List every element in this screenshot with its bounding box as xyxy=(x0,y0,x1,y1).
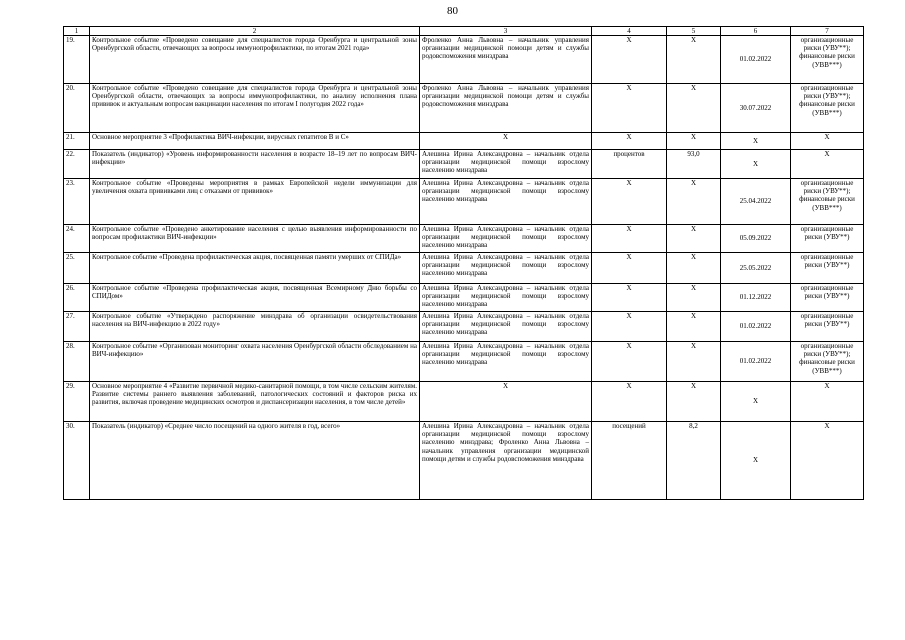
row-number: 29. xyxy=(64,382,90,422)
table-row xyxy=(64,150,864,179)
indicator-value: 93,0 xyxy=(667,150,721,179)
indicator-value: X xyxy=(667,133,721,150)
event-description: Контрольное событие «Проведена профилактическая акция, посвященная Всемирному Дню борьбы со СПИДом» xyxy=(90,284,420,312)
row-number: 30. xyxy=(64,422,90,500)
column-number: 6 xyxy=(721,27,791,36)
indicator-value: X xyxy=(667,382,721,422)
deadline-date: 01.02.2022 xyxy=(721,312,791,342)
indicator-value: 8,2 xyxy=(667,422,721,500)
row-number: 22. xyxy=(64,150,90,179)
deadline-date: X xyxy=(721,150,791,179)
column-number: 5 xyxy=(667,27,721,36)
table-row xyxy=(64,225,864,253)
table-row xyxy=(64,133,864,150)
indicator-value: X xyxy=(667,84,721,133)
unit-of-measure: X xyxy=(592,312,667,342)
column-number: 4 xyxy=(592,27,667,36)
deadline-date: 30.07.2022 xyxy=(721,84,791,133)
deadline-date: 25.04.2022 xyxy=(721,179,791,225)
event-description: Контрольное событие «Проведено совещание для специалистов города Оренбурга и центральной зоны Оренбургской области, отвечающих за вопросы иммунопрофилактики, по анализу исполнения плана прививок и актуальным вопросам вакцинации населения по итогам I полугодия 2022 года» xyxy=(90,84,420,133)
table-row xyxy=(64,422,864,500)
column-number: 1 xyxy=(64,27,90,36)
event-description: Контрольное событие «Проведено анкетирование населения с целью выявления информированности по вопросам профилактики ВИЧ-инфекции» xyxy=(90,225,420,253)
indicator-value: X xyxy=(667,225,721,253)
deadline-date: 01.02.2022 xyxy=(721,342,791,382)
responsible-person: Фроленко Анна Львовна – начальник управления организации медицинской помощи детям и службы родовспоможения минздрава xyxy=(420,84,592,133)
unit-of-measure: X xyxy=(592,84,667,133)
unit-of-measure: X xyxy=(592,284,667,312)
row-number: 28. xyxy=(64,342,90,382)
deadline-date: X xyxy=(721,382,791,422)
unit-of-measure: X xyxy=(592,133,667,150)
event-description: Контрольное событие «Утверждено распоряжение минздрава об организации освидетельствования населения на ВИЧ-инфекцию в 2022 году» xyxy=(90,312,420,342)
row-number: 26. xyxy=(64,284,90,312)
deadline-date: X xyxy=(721,422,791,500)
event-description: Основное мероприятие 4 «Развитие первичной медико-санитарной помощи, в том числе сельским жителям. Развитие системы раннего выявления заболеваний, патологических состояний и факторов риска их развития, включая проведение медицинских осмотров и диспансеризации населения, в том числе детей» xyxy=(90,382,420,422)
risk-description: организационные риски (УВУ**); финансовые риски (УВВ***) xyxy=(791,84,864,133)
event-description: Показатель (индикатор) «Уровень информированности населения в возрасте 18–19 лет по вопросам ВИЧ-инфекции» xyxy=(90,150,420,179)
indicator-value: X xyxy=(667,36,721,84)
event-description: Контрольное событие «Проведено совещание для специалистов города Оренбурга и центральной зоны Оренбургской области, отвечающих за вопросы иммунопрофилактики, по итогам 2021 года» xyxy=(90,36,420,84)
deadline-date: 01.02.2022 xyxy=(721,36,791,84)
indicator-value: X xyxy=(667,342,721,382)
event-description: Показатель (индикатор) «Среднее число посещений на одного жителя в год, всего» xyxy=(90,422,420,500)
responsible-person: Алешина Ирина Александровна – начальник отдела организации медицинской помощи взрослому населению минздрава xyxy=(420,253,592,284)
row-number: 24. xyxy=(64,225,90,253)
row-number: 25. xyxy=(64,253,90,284)
table-row xyxy=(64,84,864,133)
table-row xyxy=(64,284,864,312)
responsible-person: Алешина Ирина Александровна – начальник отдела организации медицинской помощи взрослому населению минздрава; Фроленко Анна Львовна – начальник управления организации медицинской помощи детям и службы родовспоможения минздрава xyxy=(420,422,592,500)
responsible-person: Алешина Ирина Александровна – начальник отдела организации медицинской помощи взрослому населению минздрава xyxy=(420,342,592,382)
deadline-date: 01.12.2022 xyxy=(721,284,791,312)
risk-description: организационные риски (УВУ**) xyxy=(791,253,864,284)
indicator-value: X xyxy=(667,284,721,312)
deadline-date: 05.09.2022 xyxy=(721,225,791,253)
row-number: 20. xyxy=(64,84,90,133)
risk-description: организационные риски (УВУ**) xyxy=(791,225,864,253)
table-row xyxy=(64,36,864,84)
table-row xyxy=(64,179,864,225)
risk-description: X xyxy=(791,133,864,150)
unit-of-measure: процентов xyxy=(592,150,667,179)
responsible-person: Фроленко Анна Львовна – начальник управления организации медицинской помощи детям и службы родовспоможения минздрава xyxy=(420,36,592,84)
unit-of-measure: X xyxy=(592,382,667,422)
responsible-person: Алешина Ирина Александровна – начальник отдела организации медицинской помощи взрослому населению минздрава xyxy=(420,225,592,253)
table-row xyxy=(64,382,864,422)
risk-description: X xyxy=(791,422,864,500)
risk-description: организационные риски (УВУ**) xyxy=(791,312,864,342)
responsible-person: Алешина Ирина Александровна – начальник отдела организации медицинской помощи взрослому населению минздрава xyxy=(420,284,592,312)
unit-of-measure: X xyxy=(592,253,667,284)
event-description: Контрольное событие «Организован мониторинг охвата населения Оренбургской области обследованием на ВИЧ-инфекцию» xyxy=(90,342,420,382)
column-number: 2 xyxy=(90,27,420,36)
unit-of-measure: X xyxy=(592,225,667,253)
page-number: 80 xyxy=(447,5,458,17)
unit-of-measure: X xyxy=(592,179,667,225)
risk-description: X xyxy=(791,150,864,179)
column-number: 3 xyxy=(420,27,592,36)
deadline-date: X xyxy=(721,133,791,150)
risk-description: организационные риски (УВУ**); финансовые риски (УВВ***) xyxy=(791,36,864,84)
column-number-row xyxy=(64,27,864,36)
indicator-value: X xyxy=(667,253,721,284)
row-number: 27. xyxy=(64,312,90,342)
unit-of-measure: X xyxy=(592,342,667,382)
responsible-person: Алешина Ирина Александровна – начальник отдела организации медицинской помощи взрослому населению минздрава xyxy=(420,312,592,342)
deadline-date: 25.05.2022 xyxy=(721,253,791,284)
indicator-value: X xyxy=(667,312,721,342)
responsible-person: X xyxy=(420,133,592,150)
event-description: Контрольное событие «Проведены мероприятия в рамках Европейской недели иммунизации для увеличения охвата прививками лиц с отказами от прививок» xyxy=(90,179,420,225)
column-number: 7 xyxy=(791,27,864,36)
event-description: Основное мероприятие 3 «Профилактика ВИЧ-инфекции, вирусных гепатитов В и С» xyxy=(90,133,420,150)
responsible-person: Алешина Ирина Александровна – начальник отдела организации медицинской помощи взрослому населению минздрава xyxy=(420,150,592,179)
table-row xyxy=(64,342,864,382)
indicator-value: X xyxy=(667,179,721,225)
unit-of-measure: посещений xyxy=(592,422,667,500)
row-number: 21. xyxy=(64,133,90,150)
measures-table xyxy=(63,26,864,500)
risk-description: X xyxy=(791,382,864,422)
row-number: 23. xyxy=(64,179,90,225)
responsible-person: Алешина Ирина Александровна – начальник отдела организации медицинской помощи взрослому населению минздрава xyxy=(420,179,592,225)
risk-description: организационные риски (УВУ**) xyxy=(791,284,864,312)
event-description: Контрольное событие «Проведена профилактическая акция, посвященная памяти умерших от СПИДа» xyxy=(90,253,420,284)
table-row xyxy=(64,253,864,284)
row-number: 19. xyxy=(64,36,90,84)
table-row xyxy=(64,312,864,342)
unit-of-measure: X xyxy=(592,36,667,84)
risk-description: организационные риски (УВУ**); финансовые риски (УВВ***) xyxy=(791,342,864,382)
responsible-person: X xyxy=(420,382,592,422)
risk-description: организационные риски (УВУ**); финансовые риски (УВВ***) xyxy=(791,179,864,225)
